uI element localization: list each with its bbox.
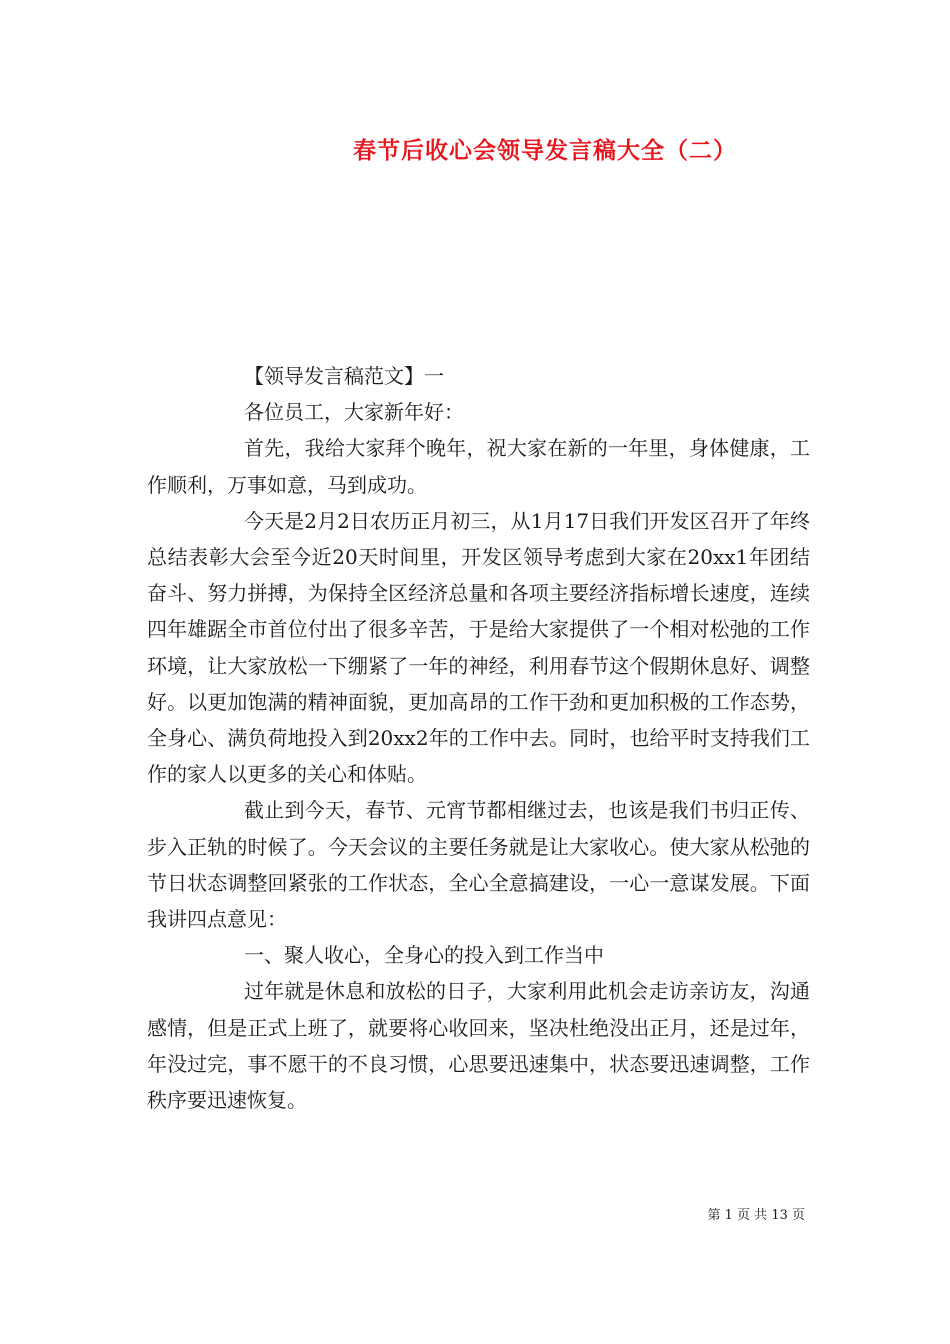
page-footer [708, 1204, 805, 1223]
document-title: 春节后收心会领导发言稿大全（二） [353, 137, 737, 164]
document-body [147, 358, 810, 1118]
page-number: 第 1 页 共 13 页 [707, 1208, 805, 1223]
paragraph-3: 截止到今天，春节、元宵节都相继过去，也该是我们书归正传、步入正轨的时候了。今天会议的主要任务就是让大家收心。使大家从松弛的节日状态调整回紧张的工作状态，全心全意搞建设，一心一意谋发展。下面我讲四点意见： [147, 798, 810, 932]
paragraph-heading: 【领导发言稿范文】一 [244, 364, 444, 388]
paragraph-2: 今天是2月2日农历正月初三，从1月17日我们开发区召开了年终总结表彰大会至今近20天时间里，开发区领导考虑到大家在20xx1年团结奋斗、努力拼搏，为保持全区经济总量和各项主要经济指标增长速度，连续四年雄踞全市首位付出了很多辛苦，于是给大家提供了一个相对松弛的工作环境，让大家放松一下绷紧了一年的神经，利用春节这个假期休息好、调整好。以更加饱满的精神面貌，更加高昂的工作干劲和更加积极的工作态势，全身心、满负荷地投入到20xx2年的工作中去。同时，也给平时支持我们工作的家人以更多的关心和体贴。 [147, 508, 810, 787]
section-heading-1: 一、聚人收心，全身心的投入到工作当中 [244, 943, 604, 968]
paragraph-1: 首先，我给大家拜个晚年，祝大家在新的一年里，身体健康，工作顺利，万事如意，马到成功。 [147, 436, 810, 497]
paragraph-4: 过年就是休息和放松的日子，大家利用此机会走访亲访友，沟通感情，但是正式上班了，就要将心收回来，坚决杜绝没出正月，还是过年，年没过完，事不愿干的不良习惯，心思要迅速集中，状态要迅速调整，工作秩序要迅速恢复。 [147, 979, 810, 1113]
paragraph-greeting: 各位员工，大家新年好： [244, 400, 464, 425]
